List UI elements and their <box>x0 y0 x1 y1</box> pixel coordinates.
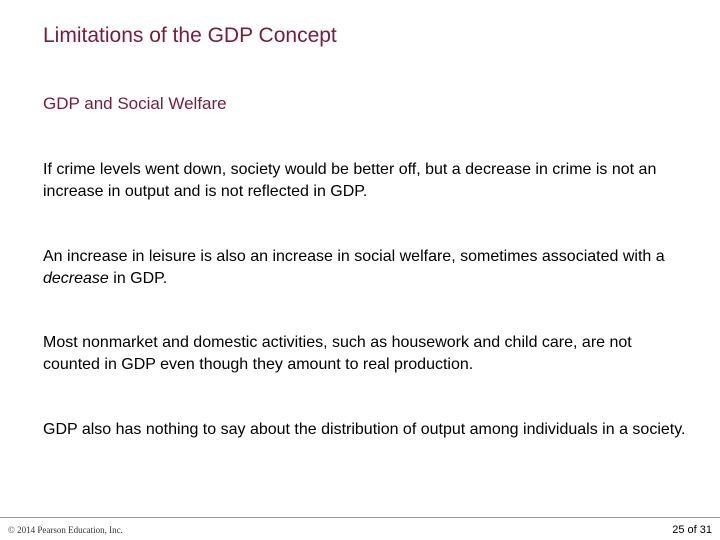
paragraph-leisure <box>43 246 693 290</box>
copyright-notice: © 2014 Pearson Education, Inc. <box>8 525 123 535</box>
section-subtitle: GDP and Social Welfare <box>43 94 227 113</box>
page-number: 25 of 31 <box>672 524 712 536</box>
paragraph-leisure-emphasis: decrease <box>43 270 109 287</box>
paragraph-nonmarket: Most nonmarket and domestic activities, such as housework and child care, are not counted in GDP even though they amount to real production. <box>43 334 632 373</box>
footer-divider <box>0 517 720 518</box>
paragraph-distribution: GDP also has nothing to say about the distribution of output among individuals in a society. <box>43 421 686 438</box>
slide-title: Limitations of the GDP Concept <box>43 24 337 47</box>
paragraph-crime: If crime levels went down, society would be better off, but a decrease in crime is not an increase in output and is not reflected in GDP. <box>43 161 657 200</box>
paragraph-leisure-text-start: An increase in leisure is also an increase in social welfare, sometimes associated with a <box>43 248 665 265</box>
paragraph-leisure-text-end: in GDP. <box>108 270 168 287</box>
